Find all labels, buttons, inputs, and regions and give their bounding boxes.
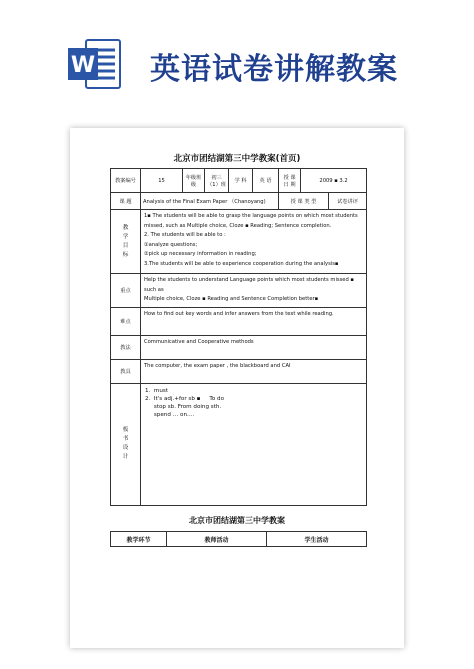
objectives-content [141, 210, 367, 274]
subject-value: 英 语 [253, 169, 279, 193]
key-point-line: Help the students to understand Language points which most students missed ▪ such as [144, 277, 354, 293]
topic-row [111, 193, 367, 210]
objectives-label: 教 学 目 标 [111, 210, 141, 274]
method-content: Communicative and Cooperative methods [141, 335, 367, 359]
class-label: 年级班级 [183, 169, 205, 193]
header-teaching-stage: 教学环节 [111, 532, 167, 547]
activity-header-row [111, 532, 367, 547]
subject-label: 学 科 [229, 169, 253, 193]
lesson-no-label: 教案编号 [111, 169, 141, 193]
key-point-line: Multiple choice, Cloze ▪ Reading and Sentence Completion better▪ [144, 296, 319, 302]
type-label: 授 课 类 型 [279, 193, 329, 210]
banner [0, 0, 474, 110]
board-design-label: 板 书 设 计 [111, 383, 141, 505]
board-line: stop sb. From doing sth. [145, 403, 222, 410]
header-teacher-activity: 教师活动 [167, 532, 267, 547]
difficult-points-label: 难点 [111, 307, 141, 335]
objective-line: missed, such as Multiple choice, Cloze ▪ Reading; Sentence completion. [144, 222, 332, 229]
key-points-label: 重点 [111, 274, 141, 308]
difficult-points-content: How to find out key words and infer answers from the text while reading. [141, 307, 367, 335]
word-doc-icon [66, 36, 122, 92]
lesson-plan-table [110, 168, 367, 506]
banner-title: 英语试卷讲解教案 [150, 52, 398, 87]
objective-line: ②pick up necessary information in reading; [144, 251, 257, 257]
lesson-no-value: 15 [141, 169, 183, 193]
topic-label: 课 题 [111, 193, 141, 210]
difficult-points-row [111, 307, 367, 335]
word-icon-letter: W [70, 53, 96, 78]
board-design-content [141, 383, 367, 505]
date-value: 2009 ▪ 3.2 [301, 169, 367, 193]
method-label: 教法 [111, 335, 141, 359]
class-value: 初三（1）班 [205, 169, 229, 193]
method-row [111, 335, 367, 359]
key-points-row [111, 274, 367, 308]
type-value: 试卷讲评 [329, 193, 367, 210]
board-line: 2. It's adj.+for sb ▪ To do [145, 395, 224, 402]
objective-line: 3.The students will be able to experience cooperation during the analysis▪ [144, 260, 339, 267]
activity-table [110, 531, 367, 547]
page2-title: 北京市团结湖第三中学教案 [189, 516, 285, 525]
objective-line: ①analyze questions; [144, 241, 198, 248]
objective-line: 1▪ The students will be able to grasp the language points on which most students [144, 213, 358, 219]
document-page [70, 128, 404, 648]
info-row [111, 169, 367, 193]
document-title: 北京市团结湖第三中学教案(首页) [173, 154, 301, 164]
aids-label: 教具 [111, 359, 141, 383]
aids-content: The computer, the exam paper , the blackboard and CAI [141, 359, 367, 383]
objectives-row [111, 210, 367, 274]
date-label: 授 课 日 期 [279, 169, 301, 193]
board-line: 1. must [145, 387, 168, 394]
objective-line: 2. The students will be able to : [144, 232, 226, 238]
topic-value: Analysis of the Final Exam Paper （Chanoyang) [141, 193, 279, 210]
header-student-activity: 学生活动 [267, 532, 367, 547]
board-design-row [111, 383, 367, 505]
aids-row [111, 359, 367, 383]
key-points-content [141, 274, 367, 308]
board-line: spend … on…. [145, 411, 195, 418]
